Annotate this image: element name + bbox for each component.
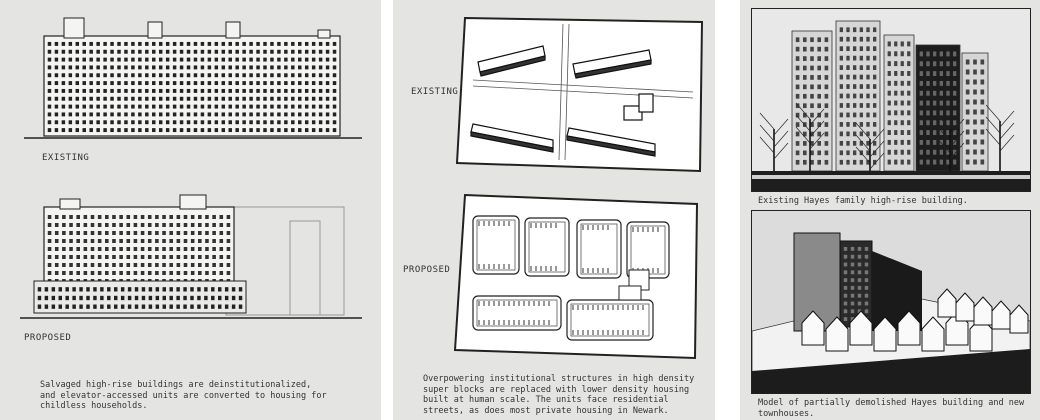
elevation-panel — [0, 0, 381, 420]
caption-line: Overpowering institutional structures in high density — [423, 374, 695, 384]
site-plan-panel — [393, 0, 715, 420]
proposed-site-plan — [393, 190, 715, 365]
photo-caption-bottom — [758, 398, 1024, 419]
photo-caption-top — [758, 196, 968, 207]
existing-label: EXISTING — [42, 153, 90, 163]
caption-line: Model of partially demolished Hayes building and new — [758, 398, 1025, 408]
photo-panel — [740, 0, 1040, 420]
caption-line: Existing Hayes family high-rise building. — [758, 196, 968, 206]
proposed-elevation-drawing — [0, 185, 381, 330]
caption-line: Salvaged high-rise buildings are deinstitutionalized, — [40, 380, 312, 390]
existing-building-photo — [751, 8, 1031, 192]
existing-elevation-drawing — [0, 0, 381, 150]
caption-line: super blocks are replaced with lower density housing — [423, 384, 690, 395]
caption-line: built at human scale. The units face residential — [423, 395, 669, 405]
caption-line: childless households. — [40, 401, 148, 411]
site-plan-caption — [423, 374, 694, 416]
proposed-label: PROPOSED — [403, 265, 451, 275]
existing-label: EXISTING — [411, 87, 459, 97]
caption-line: townhouses. — [758, 408, 815, 419]
elevation-caption — [40, 380, 327, 412]
model-photo — [751, 210, 1031, 394]
caption-line: streets, as does most private housing in Newark. — [423, 405, 669, 416]
proposed-label: PROPOSED — [24, 333, 72, 343]
caption-line: and elevator-accessed units are converted to housing for — [40, 390, 327, 401]
